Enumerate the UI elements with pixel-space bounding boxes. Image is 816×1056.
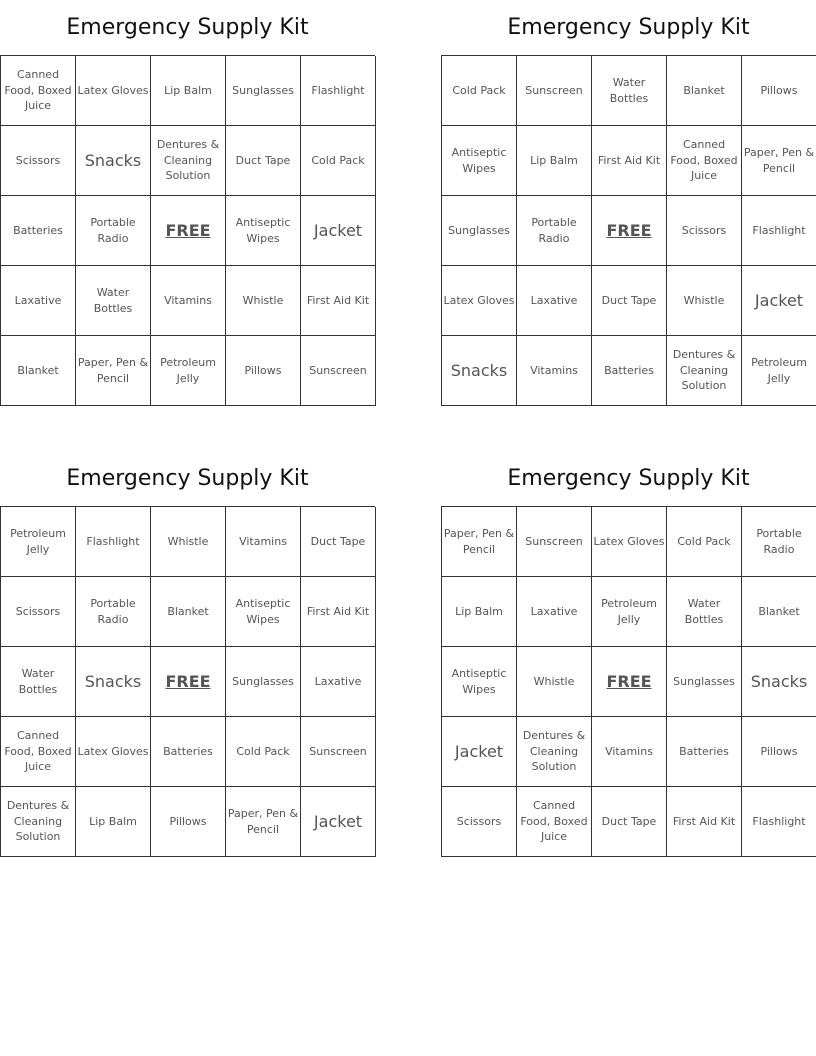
bingo-cell: First Aid Kit bbox=[301, 577, 376, 647]
bingo-cell: Latex Gloves bbox=[442, 266, 517, 336]
bingo-cell: Snacks bbox=[76, 647, 151, 717]
free-space-cell: FREE bbox=[592, 196, 667, 266]
bingo-cell: Jacket bbox=[442, 717, 517, 787]
bingo-cell: Paper, Pen & Pencil bbox=[76, 336, 151, 406]
bingo-cell: Sunglasses bbox=[226, 56, 301, 126]
bingo-cell: Sunscreen bbox=[301, 717, 376, 787]
bingo-cell: Flashlight bbox=[742, 787, 816, 857]
bingo-cell: Cold Pack bbox=[667, 507, 742, 577]
bingo-cell: Lip Balm bbox=[442, 577, 517, 647]
card-title: Emergency Supply Kit bbox=[66, 15, 309, 40]
bingo-cell: Dentures & Cleaning Solution bbox=[667, 336, 742, 406]
bingo-cell: Water Bottles bbox=[667, 577, 742, 647]
bingo-cell: Whistle bbox=[667, 266, 742, 336]
bingo-cell: Blanket bbox=[151, 577, 226, 647]
bingo-cell: Whistle bbox=[517, 647, 592, 717]
bingo-cell: Portable Radio bbox=[517, 196, 592, 266]
bingo-cell: Canned Food, Boxed Juice bbox=[1, 56, 76, 126]
bingo-cell: Blanket bbox=[742, 577, 816, 647]
bingo-cell: Sunscreen bbox=[517, 56, 592, 126]
bingo-cell: Antiseptic Wipes bbox=[442, 647, 517, 717]
bingo-cell: Sunglasses bbox=[667, 647, 742, 717]
bingo-cell: Duct Tape bbox=[592, 787, 667, 857]
bingo-cell: Canned Food, Boxed Juice bbox=[1, 717, 76, 787]
bingo-cell: Blanket bbox=[1, 336, 76, 406]
bingo-cell: Blanket bbox=[667, 56, 742, 126]
bingo-cell: Whistle bbox=[226, 266, 301, 336]
bingo-cell: Duct Tape bbox=[226, 126, 301, 196]
bingo-grid bbox=[441, 506, 816, 857]
bingo-cell: Snacks bbox=[442, 336, 517, 406]
bingo-cell: Pillows bbox=[742, 717, 816, 787]
bingo-cell: Paper, Pen & Pencil bbox=[442, 507, 517, 577]
bingo-cell: Antiseptic Wipes bbox=[442, 126, 517, 196]
bingo-cell: Whistle bbox=[151, 507, 226, 577]
free-space-cell: FREE bbox=[151, 196, 226, 266]
bingo-cell: Laxative bbox=[517, 266, 592, 336]
bingo-cell: Petroleum Jelly bbox=[151, 336, 226, 406]
bingo-cell: Water Bottles bbox=[592, 56, 667, 126]
bingo-cell: Water Bottles bbox=[76, 266, 151, 336]
card-title: Emergency Supply Kit bbox=[66, 466, 309, 491]
bingo-cell: Duct Tape bbox=[301, 507, 376, 577]
bingo-cell: Batteries bbox=[667, 717, 742, 787]
bingo-cell: Vitamins bbox=[151, 266, 226, 336]
bingo-cell: Pillows bbox=[226, 336, 301, 406]
bingo-cell: Snacks bbox=[76, 126, 151, 196]
bingo-cell: Jacket bbox=[301, 787, 376, 857]
bingo-cell: Flashlight bbox=[742, 196, 816, 266]
bingo-cell: Dentures & Cleaning Solution bbox=[517, 717, 592, 787]
bingo-cell: Laxative bbox=[517, 577, 592, 647]
bingo-cell: Sunscreen bbox=[517, 507, 592, 577]
card-title: Emergency Supply Kit bbox=[507, 466, 750, 491]
bingo-card-4 bbox=[441, 451, 816, 857]
bingo-cell: Dentures & Cleaning Solution bbox=[1, 787, 76, 857]
bingo-cell: Paper, Pen & Pencil bbox=[742, 126, 816, 196]
bingo-cell: Antiseptic Wipes bbox=[226, 577, 301, 647]
bingo-cell: Vitamins bbox=[226, 507, 301, 577]
bingo-cell: Latex Gloves bbox=[76, 56, 151, 126]
bingo-cell: Scissors bbox=[1, 577, 76, 647]
bingo-cell: Petroleum Jelly bbox=[1, 507, 76, 577]
bingo-cell: Canned Food, Boxed Juice bbox=[667, 126, 742, 196]
bingo-cell: Pillows bbox=[742, 56, 816, 126]
bingo-cell: Cold Pack bbox=[442, 56, 517, 126]
bingo-cell: Scissors bbox=[667, 196, 742, 266]
bingo-cell: Cold Pack bbox=[226, 717, 301, 787]
bingo-cell: Duct Tape bbox=[592, 266, 667, 336]
bingo-card-1 bbox=[0, 0, 375, 406]
bingo-cell: Latex Gloves bbox=[592, 507, 667, 577]
bingo-card-3 bbox=[0, 451, 375, 857]
free-space-cell: FREE bbox=[592, 647, 667, 717]
bingo-cell: Sunglasses bbox=[226, 647, 301, 717]
bingo-cell: Jacket bbox=[742, 266, 816, 336]
bingo-grid bbox=[0, 55, 375, 406]
bingo-cell: Cold Pack bbox=[301, 126, 376, 196]
bingo-cell: Portable Radio bbox=[76, 577, 151, 647]
bingo-cell: First Aid Kit bbox=[667, 787, 742, 857]
bingo-cell: Petroleum Jelly bbox=[592, 577, 667, 647]
free-space-cell: FREE bbox=[151, 647, 226, 717]
bingo-cell: Scissors bbox=[1, 126, 76, 196]
bingo-cell: Scissors bbox=[442, 787, 517, 857]
bingo-cell: Lip Balm bbox=[151, 56, 226, 126]
bingo-cell: Petroleum Jelly bbox=[742, 336, 816, 406]
bingo-cell: Lip Balm bbox=[76, 787, 151, 857]
bingo-cell: Dentures & Cleaning Solution bbox=[151, 126, 226, 196]
bingo-cell: Snacks bbox=[742, 647, 816, 717]
bingo-grid bbox=[441, 55, 816, 406]
bingo-cell: Batteries bbox=[1, 196, 76, 266]
bingo-cell: Batteries bbox=[592, 336, 667, 406]
bingo-cell: Vitamins bbox=[592, 717, 667, 787]
bingo-cell: Water Bottles bbox=[1, 647, 76, 717]
bingo-cell: Sunscreen bbox=[301, 336, 376, 406]
bingo-cell: Flashlight bbox=[76, 507, 151, 577]
bingo-grid bbox=[0, 506, 375, 857]
bingo-cell: Pillows bbox=[151, 787, 226, 857]
bingo-cell: Latex Gloves bbox=[76, 717, 151, 787]
bingo-cell: Portable Radio bbox=[76, 196, 151, 266]
bingo-card-2 bbox=[441, 0, 816, 406]
bingo-cell: First Aid Kit bbox=[592, 126, 667, 196]
bingo-cell: Paper, Pen & Pencil bbox=[226, 787, 301, 857]
bingo-cell: Flashlight bbox=[301, 56, 376, 126]
bingo-cell: Canned Food, Boxed Juice bbox=[517, 787, 592, 857]
bingo-cell: Laxative bbox=[1, 266, 76, 336]
card-title: Emergency Supply Kit bbox=[507, 15, 750, 40]
bingo-cell: Batteries bbox=[151, 717, 226, 787]
bingo-cell: Jacket bbox=[301, 196, 376, 266]
bingo-cell: Antiseptic Wipes bbox=[226, 196, 301, 266]
bingo-cell: Vitamins bbox=[517, 336, 592, 406]
bingo-cell: Lip Balm bbox=[517, 126, 592, 196]
bingo-cell: Portable Radio bbox=[742, 507, 816, 577]
bingo-cell: First Aid Kit bbox=[301, 266, 376, 336]
bingo-cell: Laxative bbox=[301, 647, 376, 717]
bingo-cell: Sunglasses bbox=[442, 196, 517, 266]
